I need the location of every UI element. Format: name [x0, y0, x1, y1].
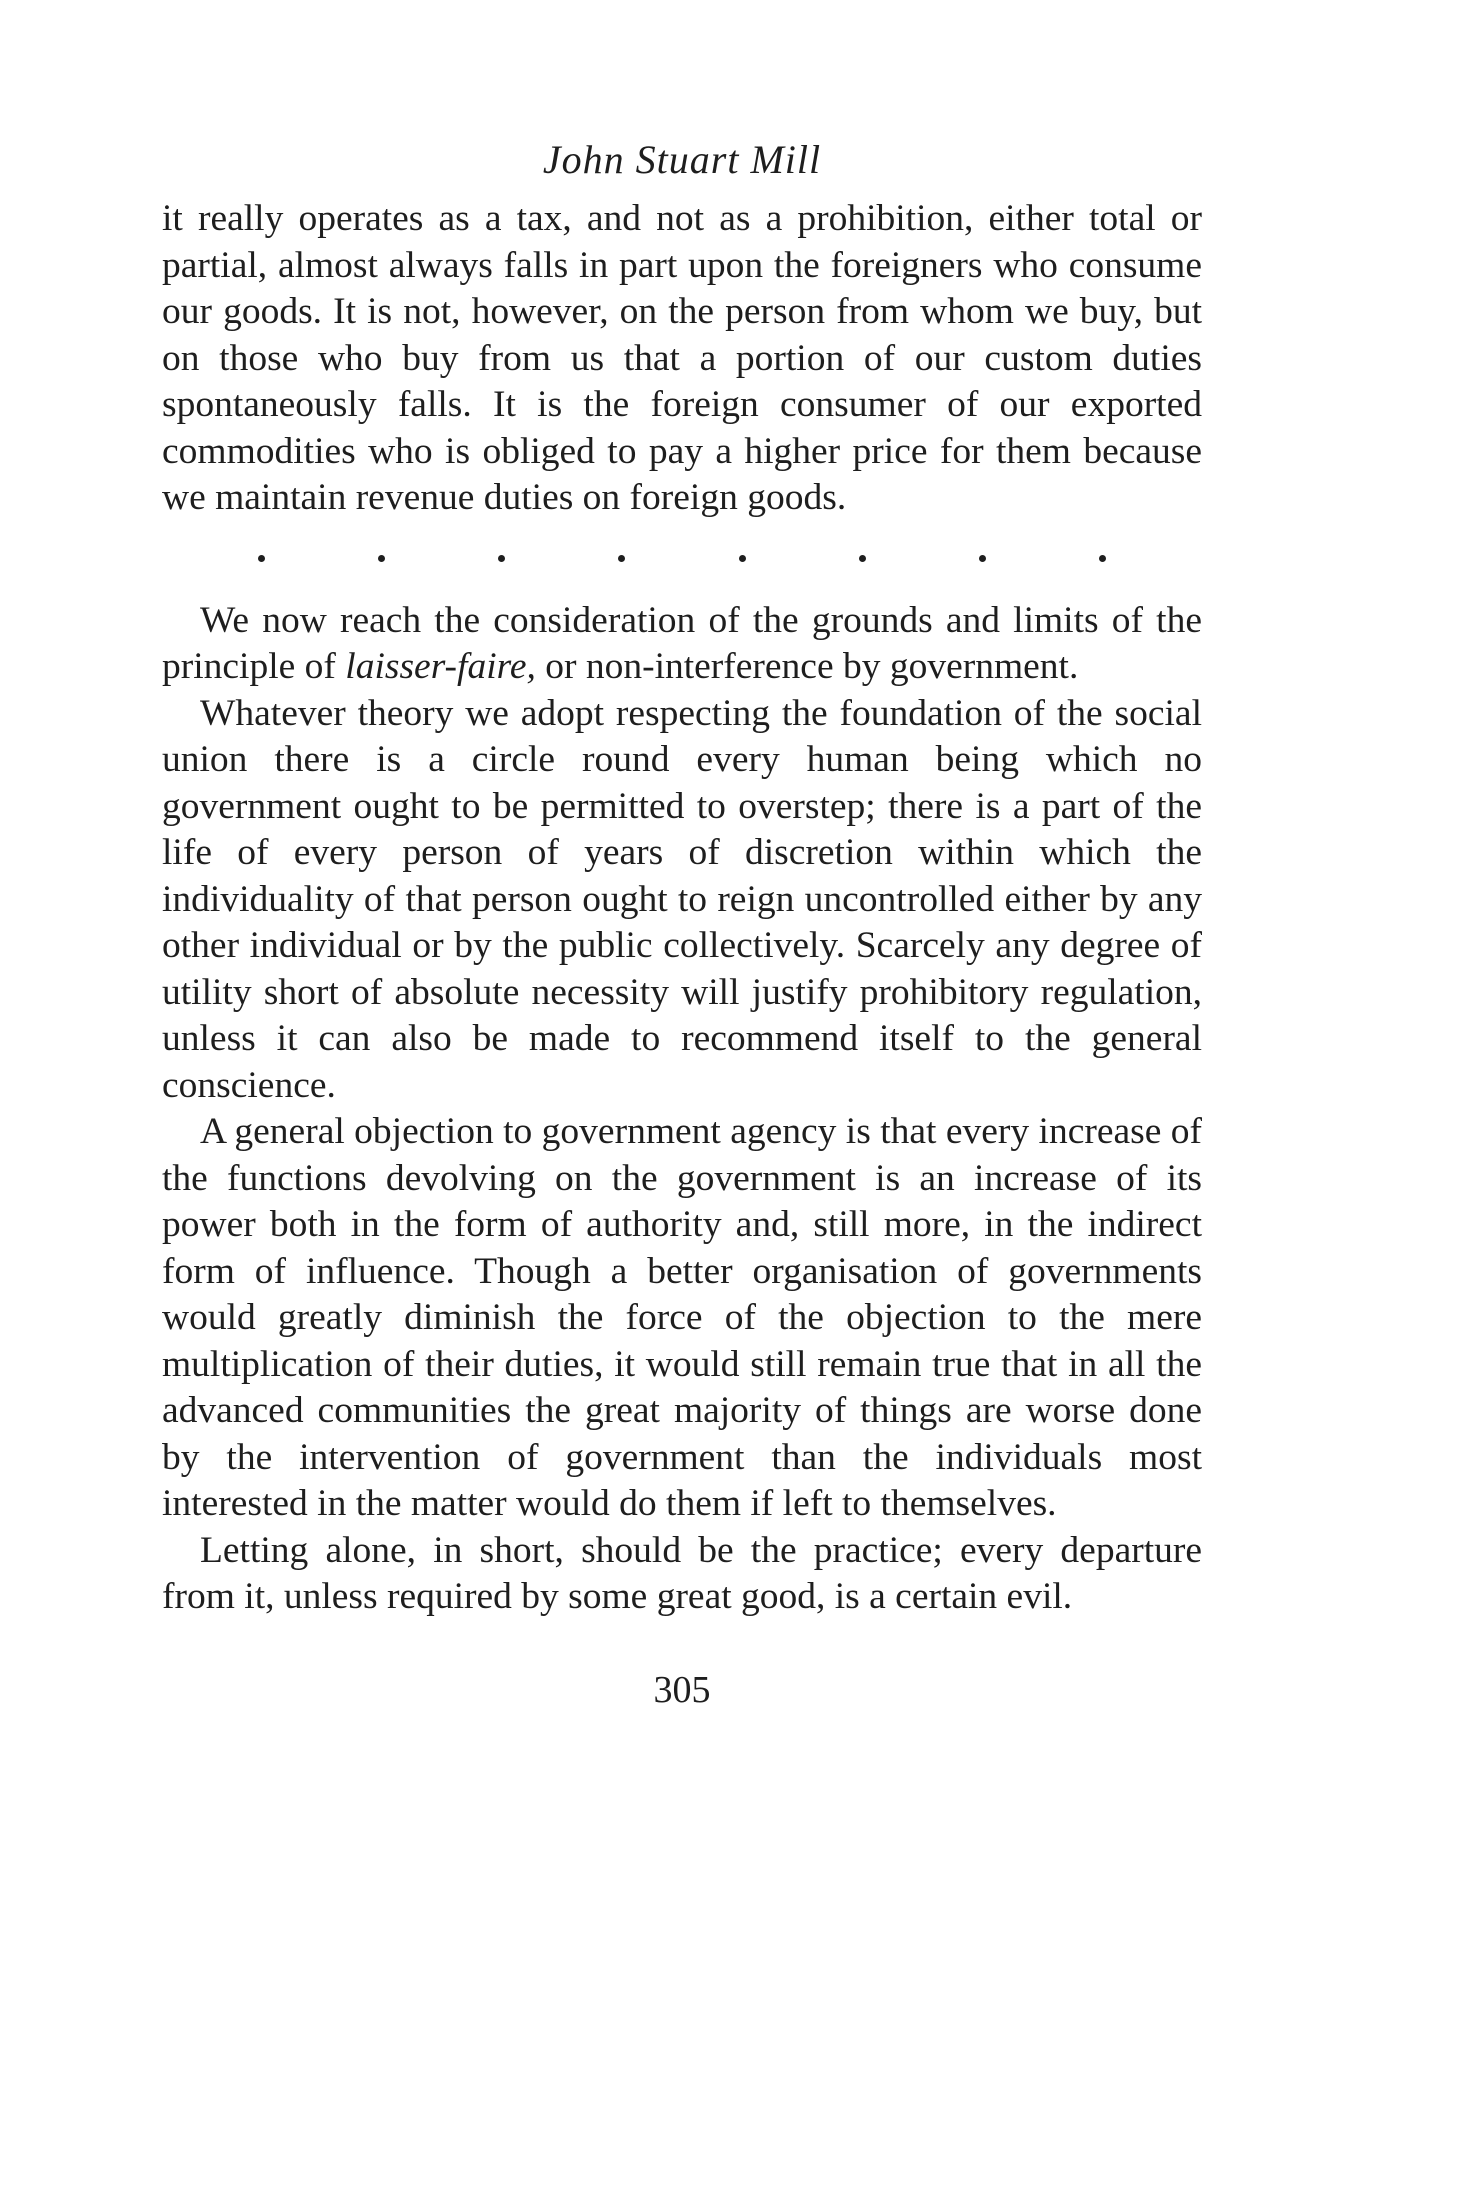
- paragraph-text: We now reach the consideration of the grounds and limits of the principle of: [162, 599, 1202, 687]
- paragraph-social-union: Whatever theory we adopt respecting the foundation of the social union there is a circle round every human being which no government ought to be permitted to overstep; there is a part of the life of every person of years of discretion within which the individuality of that person ought to reign uncontrolled either by any other individual or by the public collectively. Scarcely any degree of utility short of absolute necessity will justify prohibitory regulation, unless it can also be made to recommend itself to the general conscience.: [162, 692, 1202, 1106]
- paragraph-text: or non-interference by government.: [535, 646, 1079, 687]
- dot: [618, 555, 625, 562]
- dot: [1099, 555, 1106, 562]
- body-text: [162, 196, 1202, 1621]
- paragraph-government-agency: A general objection to government agency is that every increase of the functions devolving on the government is an increase of its power both in the form of authority and, still more, in the indirect form of influence. Though a better organisation of governments would greatly diminish the force of the objection to the mere multiplication of their duties, it would still remain true that in all the advanced communities the great majority of things are worse done by the intervention of government than the individuals most interested in the matter would do them if left to themselves.: [162, 1111, 1202, 1524]
- dot: [859, 555, 866, 562]
- dot: [739, 555, 746, 562]
- running-head: John Stuart Mill: [542, 137, 822, 182]
- dot: [258, 555, 265, 562]
- page-number: 305: [653, 1668, 711, 1711]
- dot: [378, 555, 385, 562]
- italic-term: laisser-faire,: [345, 646, 536, 687]
- paragraph-laisser-faire: [162, 598, 1202, 691]
- paragraph-letting-alone: Letting alone, in short, should be the practice; every departure from it, unless required by some great good, is a certain evil.: [162, 1529, 1202, 1617]
- dot: [979, 555, 986, 562]
- paragraph-continued: it really operates as a tax, and not as a prohibition, either total or partial, almost always falls in part upon the foreigners who consume our goods. It is not, however, on the person from whom we buy, but on those who buy from us that a portion of our custom duties spontaneously falls. It is the foreign consumer of our exported commodities who is obliged to pay a higher price for them because we maintain revenue duties on foreign goods.: [162, 198, 1202, 518]
- ellipsis-separator: [162, 526, 1202, 592]
- book-page: [162, 130, 1202, 1715]
- dot: [498, 555, 505, 562]
